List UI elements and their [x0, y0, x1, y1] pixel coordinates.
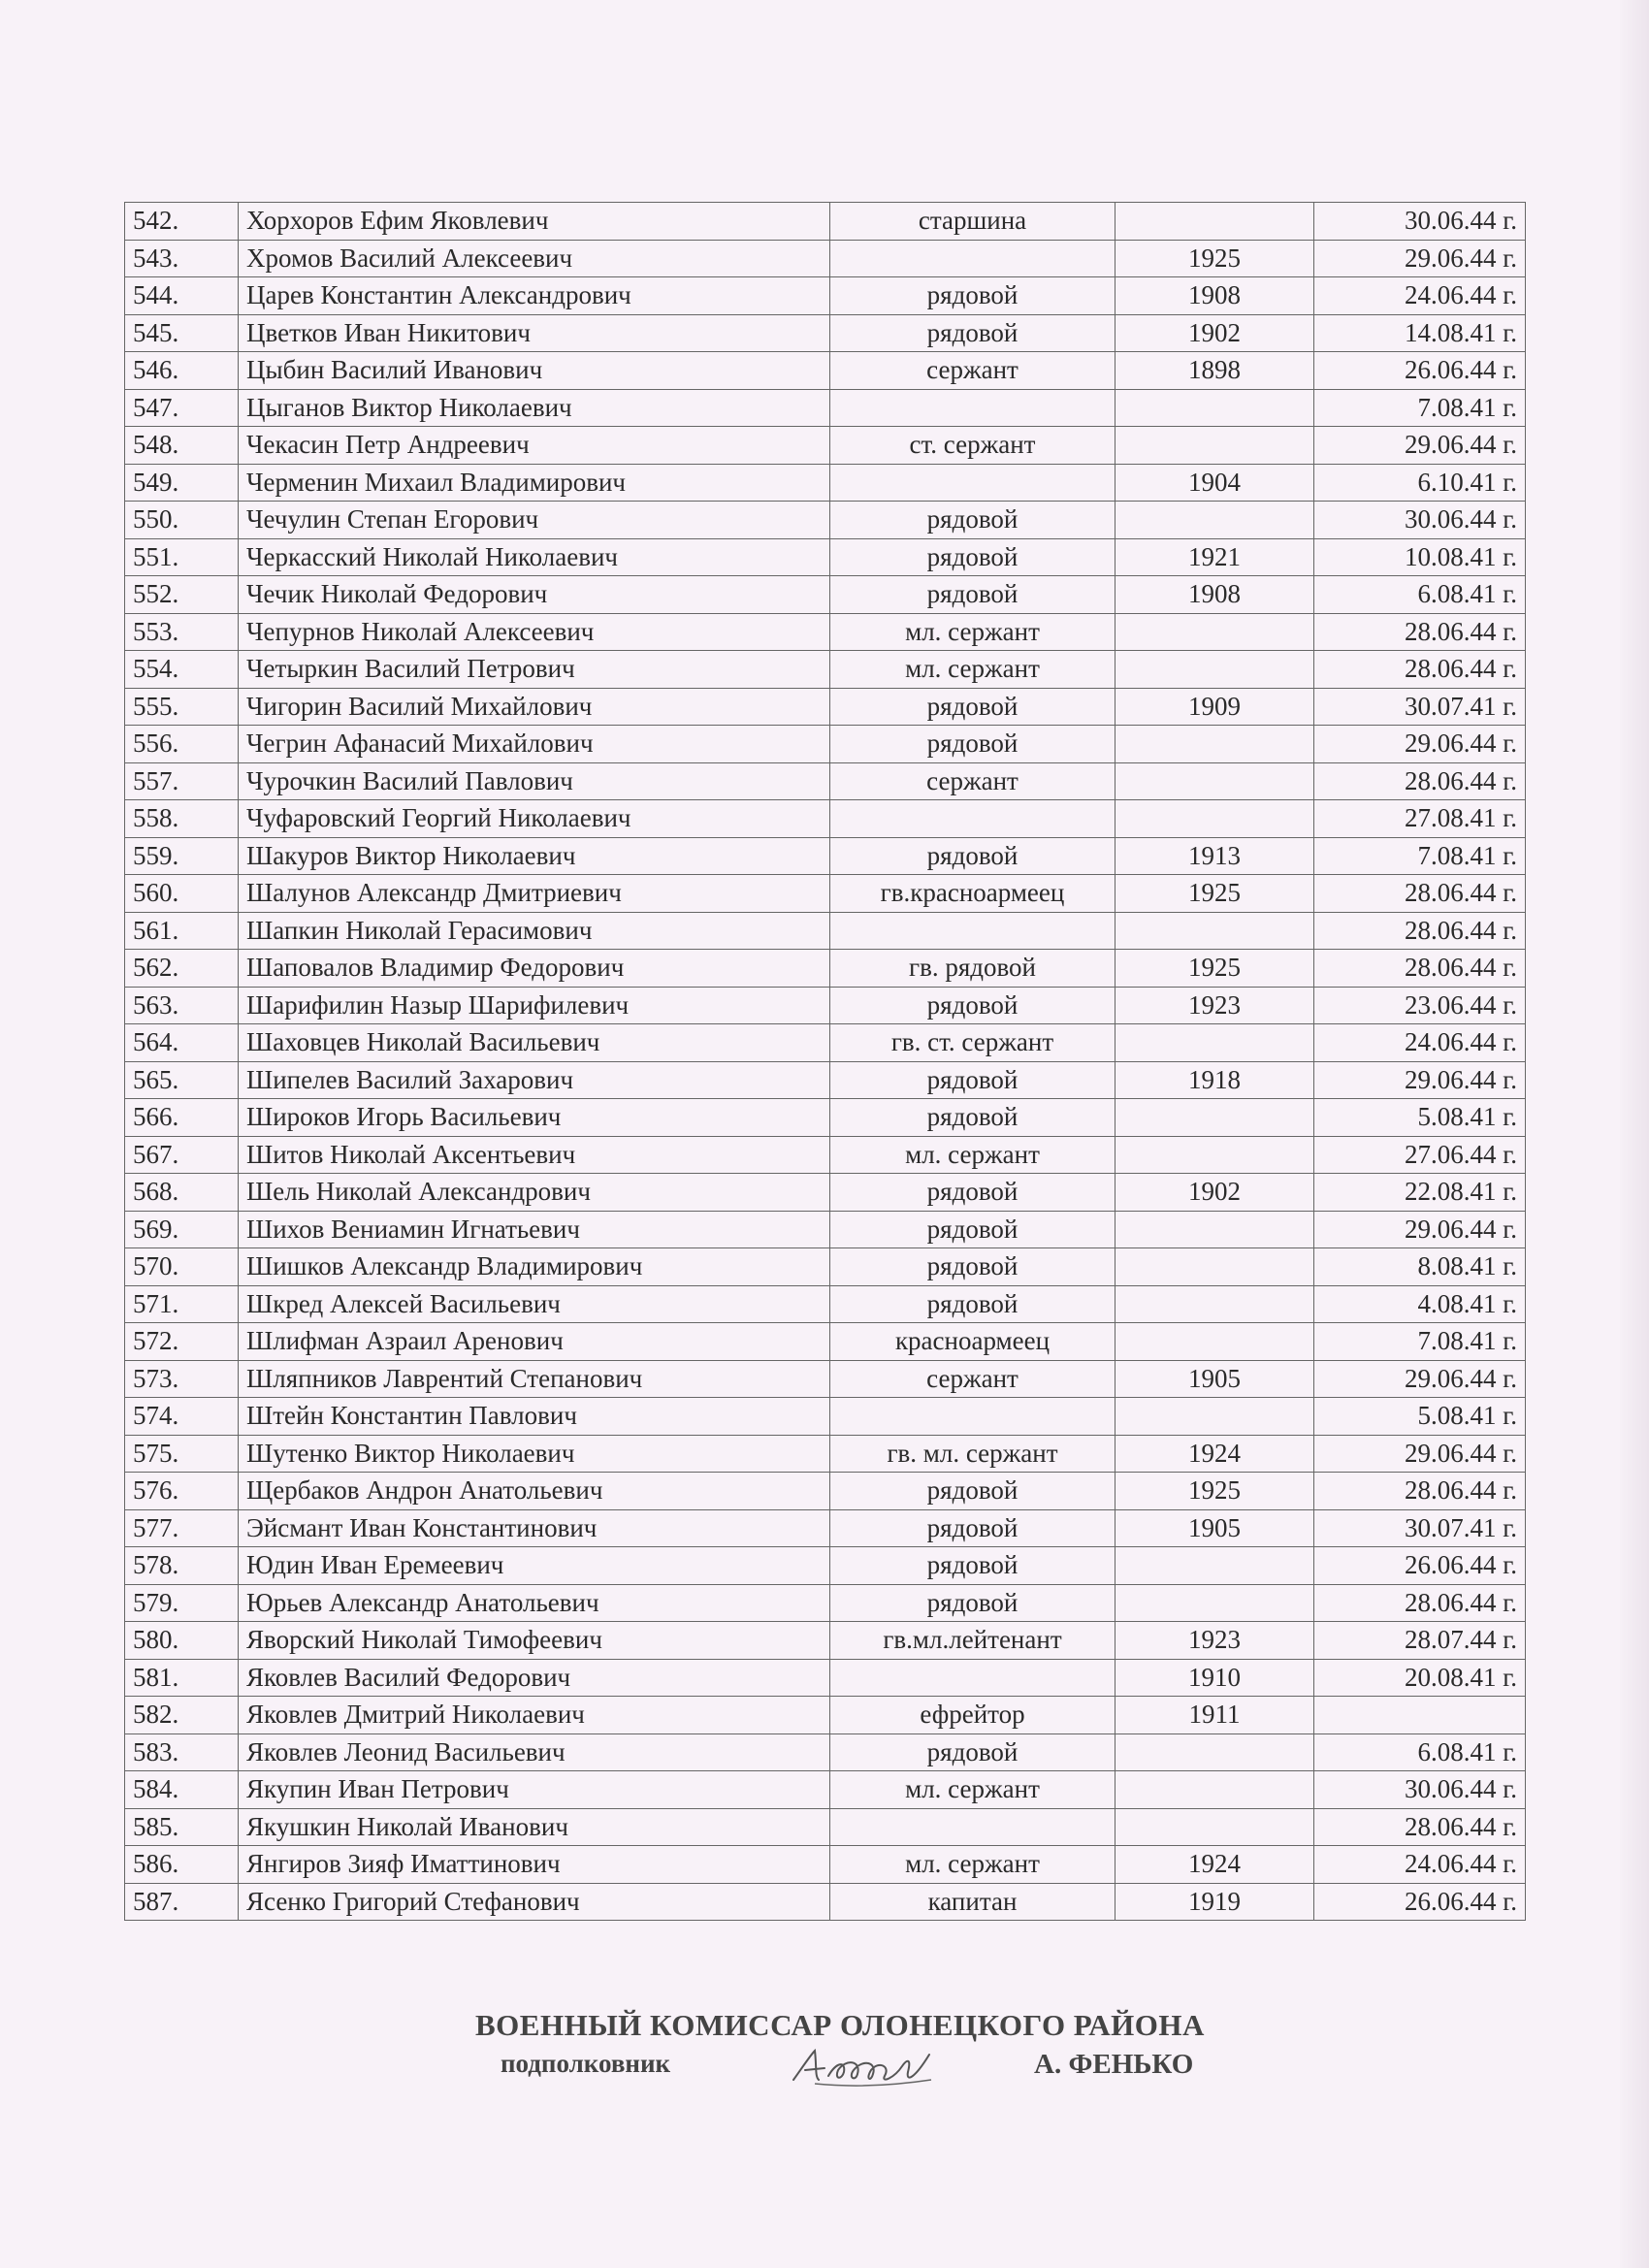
table-row	[125, 389, 1526, 427]
soldier-name-cell: Шлифман Азраил Аренович	[239, 1323, 830, 1361]
date-of-loss-cell: 7.08.41 г.	[1314, 1323, 1526, 1361]
table-row	[125, 538, 1526, 576]
soldier-name-cell: Цветков Иван Никитович	[239, 314, 830, 352]
soldier-name-cell: Цыбин Василий Иванович	[239, 352, 830, 390]
birth-year-cell: 1910	[1116, 1659, 1314, 1697]
date-of-loss-cell: 6.10.41 г.	[1314, 464, 1526, 502]
military-rank-cell: рядовой	[830, 1285, 1116, 1323]
table-row	[125, 987, 1526, 1024]
table-row	[125, 240, 1526, 277]
table-row	[125, 1061, 1526, 1099]
row-number-cell: 547.	[125, 389, 239, 427]
date-of-loss-cell: 28.06.44 г.	[1314, 950, 1526, 988]
soldier-name-cell: Шутенко Виктор Николаевич	[239, 1435, 830, 1473]
date-of-loss-cell: 22.08.41 г.	[1314, 1174, 1526, 1212]
soldier-name-cell: Чекасин Петр Андреевич	[239, 427, 830, 465]
soldier-name-cell: Четыркин Василий Петрович	[239, 651, 830, 689]
table-row	[125, 203, 1526, 241]
table-row	[125, 1174, 1526, 1212]
soldier-name-cell: Черменин Михаил Владимирович	[239, 464, 830, 502]
soldier-name-cell: Шитов Николай Аксентьевич	[239, 1136, 830, 1174]
soldier-name-cell: Эйсмант Иван Константинович	[239, 1509, 830, 1547]
row-number-cell: 578.	[125, 1547, 239, 1585]
date-of-loss-cell: 8.08.41 г.	[1314, 1248, 1526, 1286]
birth-year-cell: 1908	[1116, 277, 1314, 315]
military-rank-cell	[830, 464, 1116, 502]
date-of-loss-cell	[1314, 1697, 1526, 1734]
date-of-loss-cell: 28.06.44 г.	[1314, 1584, 1526, 1622]
table-row	[125, 1883, 1526, 1921]
military-rank-cell: рядовой	[830, 1473, 1116, 1510]
date-of-loss-cell: 29.06.44 г.	[1314, 1211, 1526, 1248]
soldier-name-cell: Шапкин Николай Герасимович	[239, 912, 830, 950]
military-rank-cell: гв.мл.лейтенант	[830, 1622, 1116, 1660]
table-row	[125, 1473, 1526, 1510]
row-number-cell: 569.	[125, 1211, 239, 1248]
birth-year-cell: 1902	[1116, 1174, 1314, 1212]
birth-year-cell: 1924	[1116, 1846, 1314, 1884]
military-rank-cell: мл. сержант	[830, 651, 1116, 689]
military-rank-cell: рядовой	[830, 1061, 1116, 1099]
military-rank-cell: мл. сержант	[830, 1846, 1116, 1884]
table-row	[125, 1211, 1526, 1248]
row-number-cell: 556.	[125, 726, 239, 763]
row-number-cell: 566.	[125, 1099, 239, 1137]
military-rank-cell: рядовой	[830, 1509, 1116, 1547]
birth-year-cell	[1116, 613, 1314, 651]
row-number-cell: 564.	[125, 1024, 239, 1062]
military-rank-cell: сержант	[830, 762, 1116, 800]
soldier-name-cell: Царев Константин Александрович	[239, 277, 830, 315]
soldier-name-cell: Черкасский Николай Николаевич	[239, 538, 830, 576]
military-rank-cell: рядовой	[830, 688, 1116, 726]
roster-body	[125, 203, 1526, 1921]
soldier-name-cell: Цыганов Виктор Николаевич	[239, 389, 830, 427]
row-number-cell: 550.	[125, 502, 239, 539]
date-of-loss-cell: 26.06.44 г.	[1314, 1883, 1526, 1921]
birth-year-cell: 1925	[1116, 1473, 1314, 1510]
date-of-loss-cell: 20.08.41 г.	[1314, 1659, 1526, 1697]
birth-year-cell	[1116, 726, 1314, 763]
date-of-loss-cell: 28.07.44 г.	[1314, 1622, 1526, 1660]
soldier-name-cell: Шарифилин Назыр Шарифилевич	[239, 987, 830, 1024]
date-of-loss-cell: 29.06.44 г.	[1314, 240, 1526, 277]
soldier-name-cell: Шишков Александр Владимирович	[239, 1248, 830, 1286]
table-row	[125, 1248, 1526, 1286]
date-of-loss-cell: 29.06.44 г.	[1314, 1360, 1526, 1398]
military-rank-cell: рядовой	[830, 1211, 1116, 1248]
soldier-name-cell: Чурочкин Василий Павлович	[239, 762, 830, 800]
table-row	[125, 875, 1526, 913]
military-rank-cell: капитан	[830, 1883, 1116, 1921]
soldier-name-cell: Шалунов Александр Дмитриевич	[239, 875, 830, 913]
military-rank-cell: мл. сержант	[830, 1771, 1116, 1809]
date-of-loss-cell: 29.06.44 г.	[1314, 1061, 1526, 1099]
table-row	[125, 314, 1526, 352]
row-number-cell: 552.	[125, 576, 239, 614]
military-rank-cell: рядовой	[830, 837, 1116, 875]
soldier-name-cell: Чуфаровский Георгий Николаевич	[239, 800, 830, 838]
table-row	[125, 613, 1526, 651]
table-row	[125, 1697, 1526, 1734]
roster-table	[124, 202, 1526, 1921]
date-of-loss-cell: 26.06.44 г.	[1314, 352, 1526, 390]
row-number-cell: 580.	[125, 1622, 239, 1660]
birth-year-cell: 1918	[1116, 1061, 1314, 1099]
military-rank-cell: рядовой	[830, 502, 1116, 539]
row-number-cell: 562.	[125, 950, 239, 988]
table-row	[125, 800, 1526, 838]
table-row	[125, 1435, 1526, 1473]
birth-year-cell: 1925	[1116, 240, 1314, 277]
date-of-loss-cell: 29.06.44 г.	[1314, 1435, 1526, 1473]
row-number-cell: 582.	[125, 1697, 239, 1734]
table-row	[125, 1509, 1526, 1547]
table-row	[125, 688, 1526, 726]
table-row	[125, 1584, 1526, 1622]
soldier-name-cell: Щербаков Андрон Анатольевич	[239, 1473, 830, 1510]
date-of-loss-cell: 6.08.41 г.	[1314, 576, 1526, 614]
soldier-name-cell: Чепурнов Николай Алексеевич	[239, 613, 830, 651]
handwritten-signature	[786, 2037, 941, 2095]
date-of-loss-cell: 28.06.44 г.	[1314, 875, 1526, 913]
table-row	[125, 1622, 1526, 1660]
row-number-cell: 561.	[125, 912, 239, 950]
birth-year-cell: 1905	[1116, 1509, 1314, 1547]
table-row	[125, 1285, 1526, 1323]
birth-year-cell: 1923	[1116, 987, 1314, 1024]
birth-year-cell	[1116, 389, 1314, 427]
table-row	[125, 1323, 1526, 1361]
birth-year-cell	[1116, 1584, 1314, 1622]
row-number-cell: 543.	[125, 240, 239, 277]
birth-year-cell	[1116, 203, 1314, 241]
row-number-cell: 558.	[125, 800, 239, 838]
row-number-cell: 571.	[125, 1285, 239, 1323]
military-rank-cell: старшина	[830, 203, 1116, 241]
birth-year-cell: 1904	[1116, 464, 1314, 502]
soldier-name-cell: Шляпников Лаврентий Степанович	[239, 1360, 830, 1398]
birth-year-cell: 1902	[1116, 314, 1314, 352]
row-number-cell: 584.	[125, 1771, 239, 1809]
soldier-name-cell: Шель Николай Александрович	[239, 1174, 830, 1212]
military-rank-cell: рядовой	[830, 576, 1116, 614]
birth-year-cell: 1925	[1116, 875, 1314, 913]
military-rank-cell: гв.красноармеец	[830, 875, 1116, 913]
table-row	[125, 762, 1526, 800]
birth-year-cell	[1116, 1808, 1314, 1846]
military-rank-cell: рядовой	[830, 277, 1116, 315]
birth-year-cell: 1921	[1116, 538, 1314, 576]
birth-year-cell	[1116, 1024, 1314, 1062]
table-row	[125, 1733, 1526, 1771]
table-row	[125, 1846, 1526, 1884]
birth-year-cell: 1924	[1116, 1435, 1314, 1473]
row-number-cell: 557.	[125, 762, 239, 800]
military-rank-cell: рядовой	[830, 1099, 1116, 1137]
date-of-loss-cell: 28.06.44 г.	[1314, 1808, 1526, 1846]
table-row	[125, 726, 1526, 763]
soldier-name-cell: Якупин Иван Петрович	[239, 1771, 830, 1809]
military-rank-cell: рядовой	[830, 987, 1116, 1024]
date-of-loss-cell: 28.06.44 г.	[1314, 613, 1526, 651]
date-of-loss-cell: 29.06.44 г.	[1314, 726, 1526, 763]
soldier-name-cell: Юдин Иван Еремеевич	[239, 1547, 830, 1585]
military-rank-cell	[830, 1659, 1116, 1697]
soldier-name-cell: Шипелев Василий Захарович	[239, 1061, 830, 1099]
birth-year-cell: 1909	[1116, 688, 1314, 726]
birth-year-cell	[1116, 427, 1314, 465]
row-number-cell: 563.	[125, 987, 239, 1024]
row-number-cell: 565.	[125, 1061, 239, 1099]
date-of-loss-cell: 28.06.44 г.	[1314, 912, 1526, 950]
military-rank-cell: рядовой	[830, 1733, 1116, 1771]
date-of-loss-cell: 28.06.44 г.	[1314, 651, 1526, 689]
table-row	[125, 576, 1526, 614]
birth-year-cell	[1116, 1099, 1314, 1137]
military-rank-cell: рядовой	[830, 538, 1116, 576]
table-row	[125, 1398, 1526, 1436]
row-number-cell: 579.	[125, 1584, 239, 1622]
row-number-cell: 555.	[125, 688, 239, 726]
row-number-cell: 542.	[125, 203, 239, 241]
soldier-name-cell: Чигорин Василий Михайлович	[239, 688, 830, 726]
birth-year-cell: 1925	[1116, 950, 1314, 988]
row-number-cell: 560.	[125, 875, 239, 913]
date-of-loss-cell: 5.08.41 г.	[1314, 1398, 1526, 1436]
military-rank-cell: сержант	[830, 1360, 1116, 1398]
birth-year-cell	[1116, 1136, 1314, 1174]
date-of-loss-cell: 14.08.41 г.	[1314, 314, 1526, 352]
table-row	[125, 1099, 1526, 1137]
date-of-loss-cell: 29.06.44 г.	[1314, 427, 1526, 465]
table-row	[125, 837, 1526, 875]
soldier-name-cell: Яковлев Василий Федорович	[239, 1659, 830, 1697]
table-row	[125, 950, 1526, 988]
birth-year-cell: 1898	[1116, 352, 1314, 390]
date-of-loss-cell: 28.06.44 г.	[1314, 762, 1526, 800]
birth-year-cell	[1116, 1547, 1314, 1585]
date-of-loss-cell: 24.06.44 г.	[1314, 1846, 1526, 1884]
row-number-cell: 585.	[125, 1808, 239, 1846]
birth-year-cell: 1919	[1116, 1883, 1314, 1921]
row-number-cell: 575.	[125, 1435, 239, 1473]
row-number-cell: 559.	[125, 837, 239, 875]
soldier-name-cell: Яковлев Леонид Васильевич	[239, 1733, 830, 1771]
soldier-name-cell: Хромов Василий Алексеевич	[239, 240, 830, 277]
date-of-loss-cell: 27.08.41 г.	[1314, 800, 1526, 838]
military-rank-cell: ефрейтор	[830, 1697, 1116, 1734]
soldier-name-cell: Шакуров Виктор Николаевич	[239, 837, 830, 875]
table-row	[125, 1808, 1526, 1846]
row-number-cell: 576.	[125, 1473, 239, 1510]
row-number-cell: 549.	[125, 464, 239, 502]
birth-year-cell	[1116, 762, 1314, 800]
military-rank-cell: рядовой	[830, 1584, 1116, 1622]
birth-year-cell	[1116, 1285, 1314, 1323]
row-number-cell: 553.	[125, 613, 239, 651]
soldier-name-cell: Чечулин Степан Егорович	[239, 502, 830, 539]
birth-year-cell	[1116, 1323, 1314, 1361]
soldier-name-cell: Якушкин Николай Иванович	[239, 1808, 830, 1846]
date-of-loss-cell: 28.06.44 г.	[1314, 1473, 1526, 1510]
military-rank-cell: рядовой	[830, 726, 1116, 763]
row-number-cell: 554.	[125, 651, 239, 689]
soldier-name-cell: Шихов Вениамин Игнатьевич	[239, 1211, 830, 1248]
row-number-cell: 577.	[125, 1509, 239, 1547]
date-of-loss-cell: 23.06.44 г.	[1314, 987, 1526, 1024]
table-row	[125, 1547, 1526, 1585]
soldier-name-cell: Янгиров Зияф Иматтинович	[239, 1846, 830, 1884]
birth-year-cell	[1116, 800, 1314, 838]
row-number-cell: 551.	[125, 538, 239, 576]
table-row	[125, 1136, 1526, 1174]
military-rank-cell: гв. ст. сержант	[830, 1024, 1116, 1062]
row-number-cell: 570.	[125, 1248, 239, 1286]
military-rank-cell: красноармеец	[830, 1323, 1116, 1361]
military-rank-cell	[830, 1398, 1116, 1436]
military-rank-cell	[830, 389, 1116, 427]
soldier-name-cell: Чечик Николай Федорович	[239, 576, 830, 614]
row-number-cell: 573.	[125, 1360, 239, 1398]
birth-year-cell	[1116, 1248, 1314, 1286]
military-rank-cell: рядовой	[830, 1547, 1116, 1585]
soldier-name-cell: Шаповалов Владимир Федорович	[239, 950, 830, 988]
row-number-cell: 567.	[125, 1136, 239, 1174]
date-of-loss-cell: 7.08.41 г.	[1314, 837, 1526, 875]
date-of-loss-cell: 30.06.44 г.	[1314, 502, 1526, 539]
table-row	[125, 1360, 1526, 1398]
table-row	[125, 427, 1526, 465]
row-number-cell: 583.	[125, 1733, 239, 1771]
military-rank-cell: рядовой	[830, 314, 1116, 352]
soldier-name-cell: Чегрин Афанасий Михайлович	[239, 726, 830, 763]
military-rank-cell	[830, 240, 1116, 277]
table-row	[125, 464, 1526, 502]
military-rank-cell: мл. сержант	[830, 613, 1116, 651]
military-rank-cell: рядовой	[830, 1248, 1116, 1286]
page-edge	[1620, 0, 1649, 2268]
birth-year-cell	[1116, 1398, 1314, 1436]
date-of-loss-cell: 10.08.41 г.	[1314, 538, 1526, 576]
birth-year-cell	[1116, 1733, 1314, 1771]
date-of-loss-cell: 26.06.44 г.	[1314, 1547, 1526, 1585]
soldier-name-cell: Шаховцев Николай Васильевич	[239, 1024, 830, 1062]
birth-year-cell	[1116, 651, 1314, 689]
date-of-loss-cell: 24.06.44 г.	[1314, 1024, 1526, 1062]
military-rank-cell: ст. сержант	[830, 427, 1116, 465]
military-rank-cell: мл. сержант	[830, 1136, 1116, 1174]
commissar-title: ВОЕННЫЙ КОМИССАР ОЛОНЕЦКОГО РАЙОНА	[475, 2008, 1205, 2042]
soldier-name-cell: Ясенко Григорий Стефанович	[239, 1883, 830, 1921]
signatory-name: А. ФЕНЬКО	[1034, 2049, 1194, 2080]
date-of-loss-cell: 27.06.44 г.	[1314, 1136, 1526, 1174]
table-row	[125, 277, 1526, 315]
soldier-name-cell: Яковлев Дмитрий Николаевич	[239, 1697, 830, 1734]
row-number-cell: 572.	[125, 1323, 239, 1361]
table-row	[125, 352, 1526, 390]
row-number-cell: 546.	[125, 352, 239, 390]
soldier-name-cell: Шкред Алексей Васильевич	[239, 1285, 830, 1323]
military-rank-cell: рядовой	[830, 1174, 1116, 1212]
birth-year-cell: 1908	[1116, 576, 1314, 614]
date-of-loss-cell: 30.06.44 г.	[1314, 203, 1526, 241]
birth-year-cell	[1116, 1771, 1314, 1809]
date-of-loss-cell: 7.08.41 г.	[1314, 389, 1526, 427]
birth-year-cell: 1905	[1116, 1360, 1314, 1398]
row-number-cell: 581.	[125, 1659, 239, 1697]
table-row	[125, 502, 1526, 539]
soldier-name-cell: Хорхоров Ефим Яковлевич	[239, 203, 830, 241]
date-of-loss-cell: 30.06.44 г.	[1314, 1771, 1526, 1809]
date-of-loss-cell: 6.08.41 г.	[1314, 1733, 1526, 1771]
soldier-name-cell: Штейн Константин Павлович	[239, 1398, 830, 1436]
date-of-loss-cell: 30.07.41 г.	[1314, 1509, 1526, 1547]
soldier-name-cell: Широков Игорь Васильевич	[239, 1099, 830, 1137]
row-number-cell: 548.	[125, 427, 239, 465]
date-of-loss-cell: 24.06.44 г.	[1314, 277, 1526, 315]
row-number-cell: 587.	[125, 1883, 239, 1921]
birth-year-cell	[1116, 1211, 1314, 1248]
row-number-cell: 544.	[125, 277, 239, 315]
table-row	[125, 912, 1526, 950]
military-rank-cell	[830, 1808, 1116, 1846]
signatory-rank: подполковник	[501, 2049, 671, 2078]
row-number-cell: 574.	[125, 1398, 239, 1436]
date-of-loss-cell: 4.08.41 г.	[1314, 1285, 1526, 1323]
soldier-name-cell: Яворский Николай Тимофеевич	[239, 1622, 830, 1660]
soldier-name-cell: Юрьев Александр Анатольевич	[239, 1584, 830, 1622]
military-rank-cell	[830, 912, 1116, 950]
birth-year-cell: 1911	[1116, 1697, 1314, 1734]
row-number-cell: 545.	[125, 314, 239, 352]
date-of-loss-cell: 30.07.41 г.	[1314, 688, 1526, 726]
birth-year-cell: 1913	[1116, 837, 1314, 875]
military-rank-cell: гв. рядовой	[830, 950, 1116, 988]
military-rank-cell	[830, 800, 1116, 838]
table-row	[125, 1659, 1526, 1697]
table-row	[125, 651, 1526, 689]
birth-year-cell	[1116, 502, 1314, 539]
birth-year-cell	[1116, 912, 1314, 950]
table-row	[125, 1771, 1526, 1809]
row-number-cell: 568.	[125, 1174, 239, 1212]
row-number-cell: 586.	[125, 1846, 239, 1884]
military-rank-cell: гв. мл. сержант	[830, 1435, 1116, 1473]
birth-year-cell: 1923	[1116, 1622, 1314, 1660]
date-of-loss-cell: 5.08.41 г.	[1314, 1099, 1526, 1137]
military-rank-cell: сержант	[830, 352, 1116, 390]
table-row	[125, 1024, 1526, 1062]
